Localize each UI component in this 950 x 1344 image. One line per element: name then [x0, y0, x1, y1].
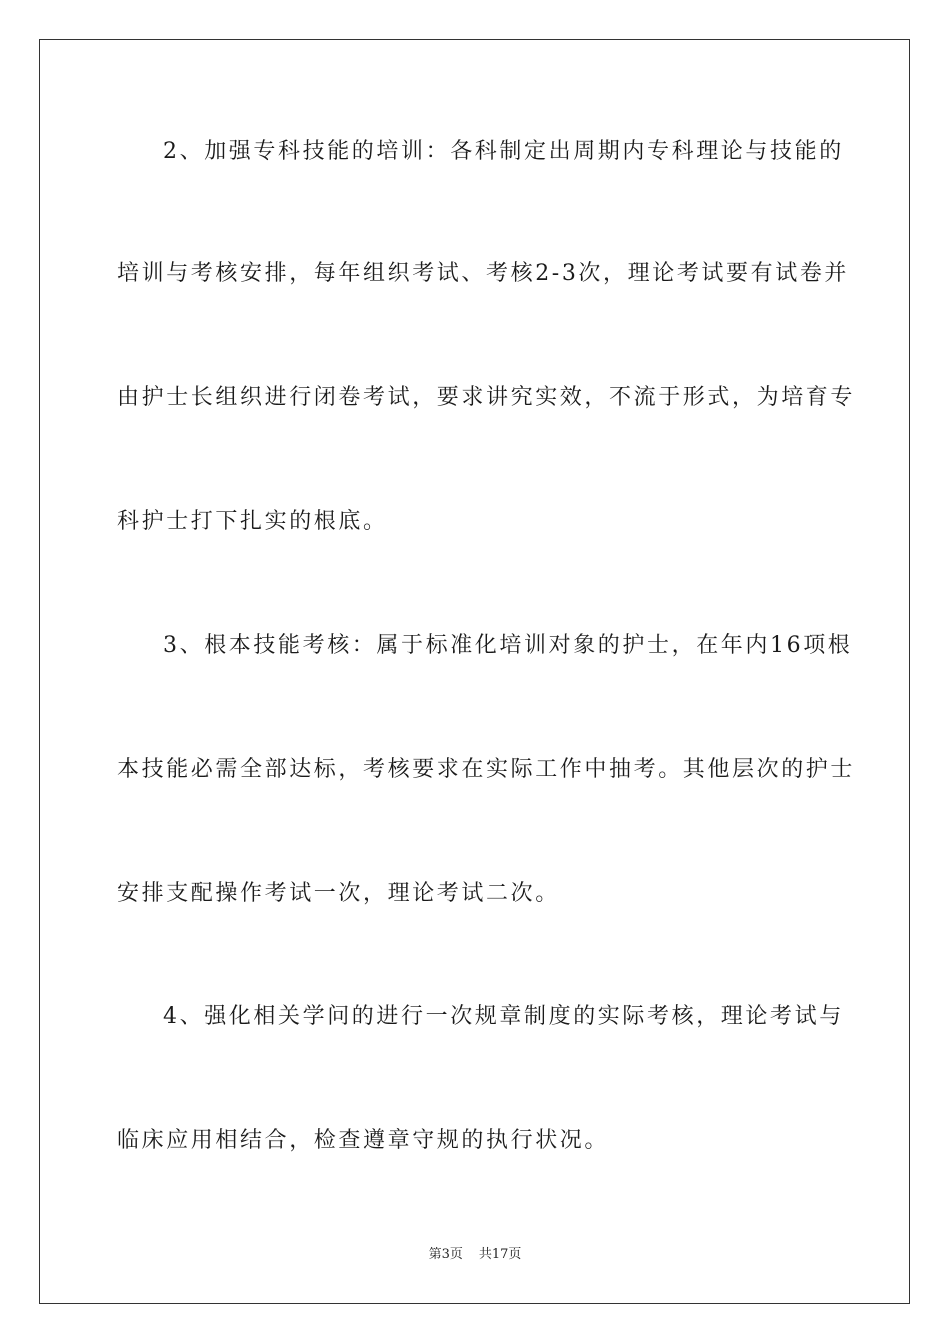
paragraph-1-line-3: 由护士长组织进行闭卷考试，要求讲究实效，不流于形式，为培育专: [117, 385, 856, 410]
page-footer: [0, 1246, 950, 1264]
paragraph-1-line-1: 2、加强专科技能的培训：各科制定出周期内专科理论与技能的: [163, 139, 844, 164]
paragraph-1-line-2: 培训与考核安排，每年组织考试、考核2-3次，理论考试要有试卷并: [117, 261, 850, 286]
page-border: [39, 39, 910, 1304]
paragraph-3-line-2: 临床应用相结合，检查遵章守规的执行状况。: [117, 1128, 610, 1153]
paragraph-2-line-1: 3、根本技能考核：属于标准化培训对象的护士，在年内16项根: [163, 633, 853, 658]
page-number: 第3页: [428, 1247, 463, 1262]
paragraph-2-line-3: 安排支配操作考试一次，理论考试二次。: [117, 881, 560, 906]
paragraph-1-line-4: 科护士打下扎实的根底。: [117, 509, 388, 534]
total-pages: 共17页: [478, 1247, 522, 1262]
paragraph-2-line-2: 本技能必需全部达标，考核要求在实际工作中抽考。其他层次的护士: [117, 757, 856, 782]
paragraph-3-line-1: 4、强化相关学问的进行一次规章制度的实际考核，理论考试与: [163, 1004, 844, 1029]
